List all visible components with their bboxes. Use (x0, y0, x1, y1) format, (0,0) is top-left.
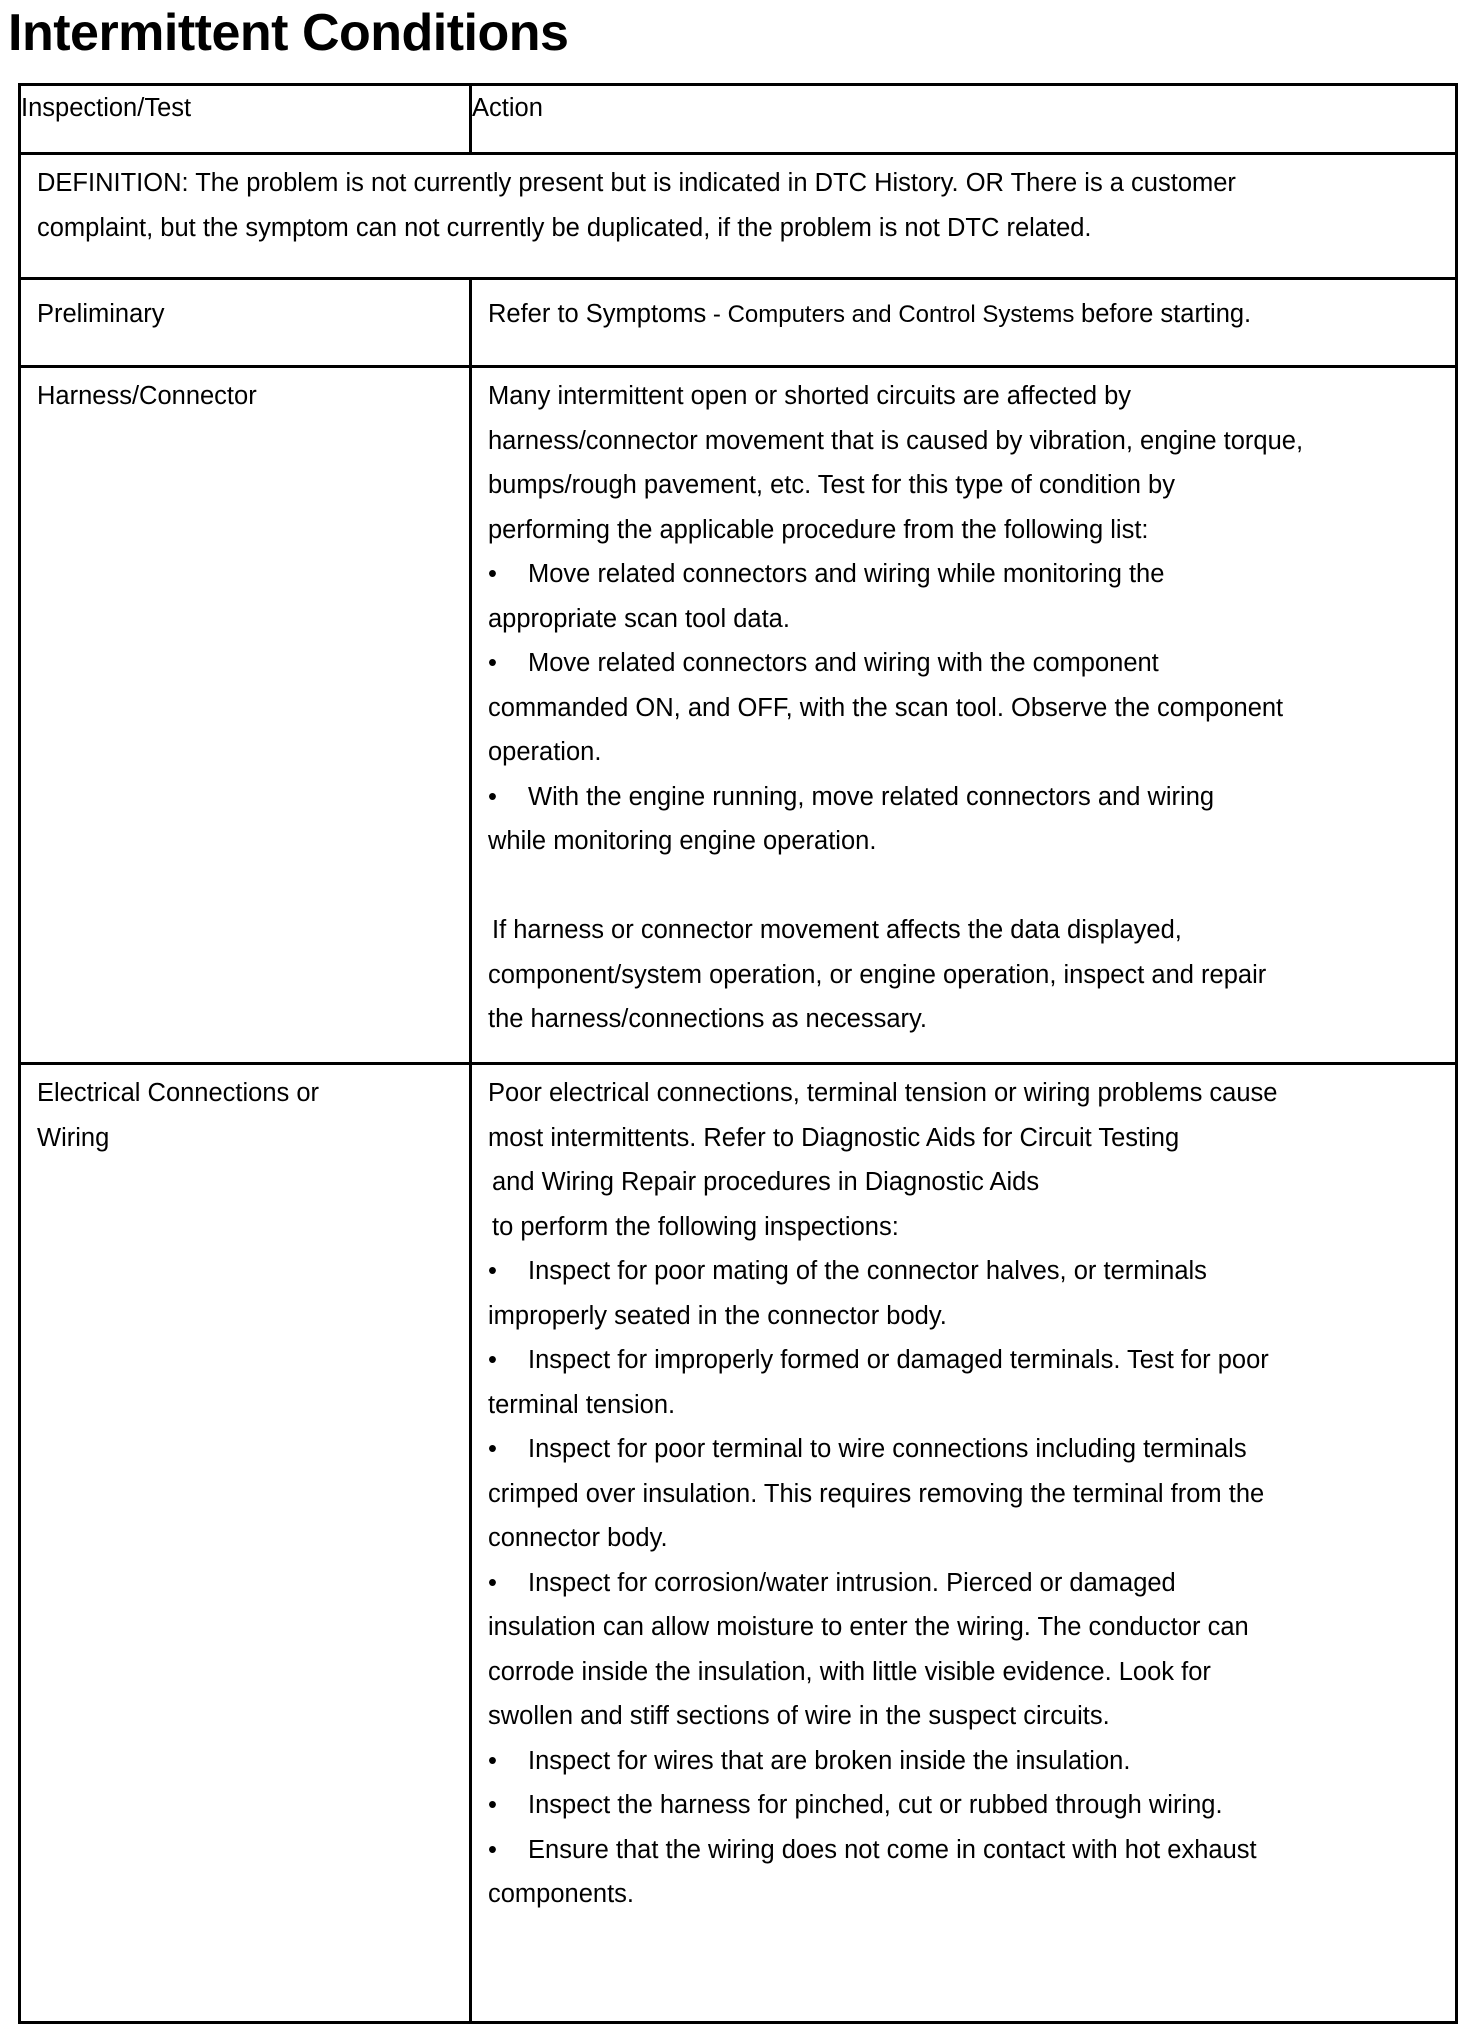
symptoms-link[interactable]: - Computers and Control Systems (706, 301, 1082, 328)
definition-line: complaint, but the symptom can not currently be duplicated, if the problem is not DTC related. (37, 213, 1092, 242)
action-line: performing the applicable procedure from the following list: (488, 515, 1149, 544)
action-line: the harness/connections as necessary. (488, 1005, 927, 1033)
bullet-item: • Inspect the harness for pinched, cut or rubbed through wiring. (488, 1783, 1439, 1828)
action-line: components. (488, 1880, 635, 1908)
bullet-icon: • (488, 1435, 497, 1463)
action-line: improperly seated in the connector body. (488, 1301, 947, 1330)
blank-line (488, 864, 1439, 909)
action-line: Many intermittent open or shorted circuits are affected by (488, 382, 1132, 410)
action-prefix: Refer to Symptoms (488, 300, 707, 328)
table-header-row (20, 85, 1457, 154)
bullet-icon: • (488, 560, 497, 588)
bullet-icon: • (488, 649, 497, 677)
action-line: bumps/rough pavement, etc. Test for this type of condition by (488, 471, 1175, 499)
table-row (20, 1064, 1457, 2023)
bullet-icon: • (488, 1746, 497, 1775)
action-line: If harness or connector movement affects the data displayed, (492, 916, 1182, 944)
page-title: Intermittent Conditions (8, 4, 569, 62)
bullet-icon: • (488, 1346, 497, 1374)
inspection-cell (20, 279, 471, 367)
bullet-icon: • (488, 1568, 497, 1597)
action-line: insulation can allow moisture to enter the wiring. The conductor can (488, 1613, 1249, 1641)
bullet-icon: • (488, 1791, 497, 1819)
action-line: crimped over insulation. This requires removing the terminal from the (488, 1479, 1265, 1508)
action-line: terminal tension. (488, 1390, 676, 1419)
action-line: to perform the following inspections: (492, 1212, 899, 1241)
header-action: Action (471, 85, 1457, 154)
inspection-label: Electrical Connections or (37, 1079, 320, 1107)
definition-cell (20, 154, 1457, 279)
action-line: connector body. (488, 1524, 668, 1552)
table-row (20, 279, 1457, 367)
bullet-item: • Move related connectors and wiring with the component (488, 641, 1439, 686)
inspection-cell (20, 367, 471, 1064)
bullet-item: • Ensure that the wiring does not come in contact with hot exhaust (488, 1828, 1439, 1873)
action-line: corrode inside the insulation, with little visible evidence. Look for (488, 1657, 1211, 1686)
bullet-item: • Move related connectors and wiring while monitoring the (488, 552, 1439, 597)
header-inspection-test: Inspection/Test (20, 85, 471, 154)
bullet-icon: • (488, 1835, 497, 1864)
definition-row (20, 154, 1457, 279)
inspection-cell (20, 1064, 471, 2023)
action-line: harness/connector movement that is caused by vibration, engine torque, (488, 426, 1304, 455)
action-line: while monitoring engine operation. (488, 827, 877, 855)
bullet-item: • Inspect for wires that are broken inside the insulation. (488, 1739, 1439, 1784)
bullet-item: • Inspect for corrosion/water intrusion. Pierced or damaged (488, 1561, 1439, 1606)
inspection-label: Preliminary (37, 300, 165, 328)
action-line: swollen and stiff sections of wire in the suspect circuits. (488, 1702, 1110, 1730)
bullet-item: • Inspect for improperly formed or damaged terminals. Test for poor (488, 1338, 1439, 1383)
action-line: appropriate scan tool data. (488, 604, 790, 633)
bullet-item: • Inspect for poor mating of the connector halves, or terminals (488, 1249, 1439, 1294)
bullet-item: • With the engine running, move related connectors and wiring (488, 775, 1439, 820)
action-line: and Wiring Repair procedures in Diagnostic Aids (492, 1168, 1040, 1196)
action-text (488, 292, 1439, 338)
action-cell (471, 279, 1457, 367)
action-suffix: before starting. (1081, 300, 1252, 328)
bullet-icon: • (488, 782, 497, 811)
action-line: operation. (488, 738, 602, 766)
table-row (20, 367, 1457, 1064)
action-line: commanded ON, and OFF, with the scan tool. Observe the component (488, 693, 1284, 722)
action-cell (471, 1064, 1457, 2023)
bullet-icon: • (488, 1257, 497, 1285)
definition-line: DEFINITION: The problem is not currently present but is indicated in DTC History. OR There is a customer (37, 169, 1236, 197)
inspection-label: Wiring (37, 1123, 110, 1152)
action-line: Poor electrical connections, terminal tension or wiring problems cause (488, 1079, 1278, 1107)
action-line: component/system operation, or engine operation, inspect and repair (488, 960, 1267, 989)
intermittent-conditions-table (18, 83, 1458, 2024)
action-cell (471, 367, 1457, 1064)
inspection-label: Harness/Connector (37, 382, 257, 410)
action-line: most intermittents. Refer to Diagnostic Aids for Circuit Testing (488, 1123, 1180, 1152)
bullet-item: • Inspect for poor terminal to wire connections including terminals (488, 1427, 1439, 1472)
